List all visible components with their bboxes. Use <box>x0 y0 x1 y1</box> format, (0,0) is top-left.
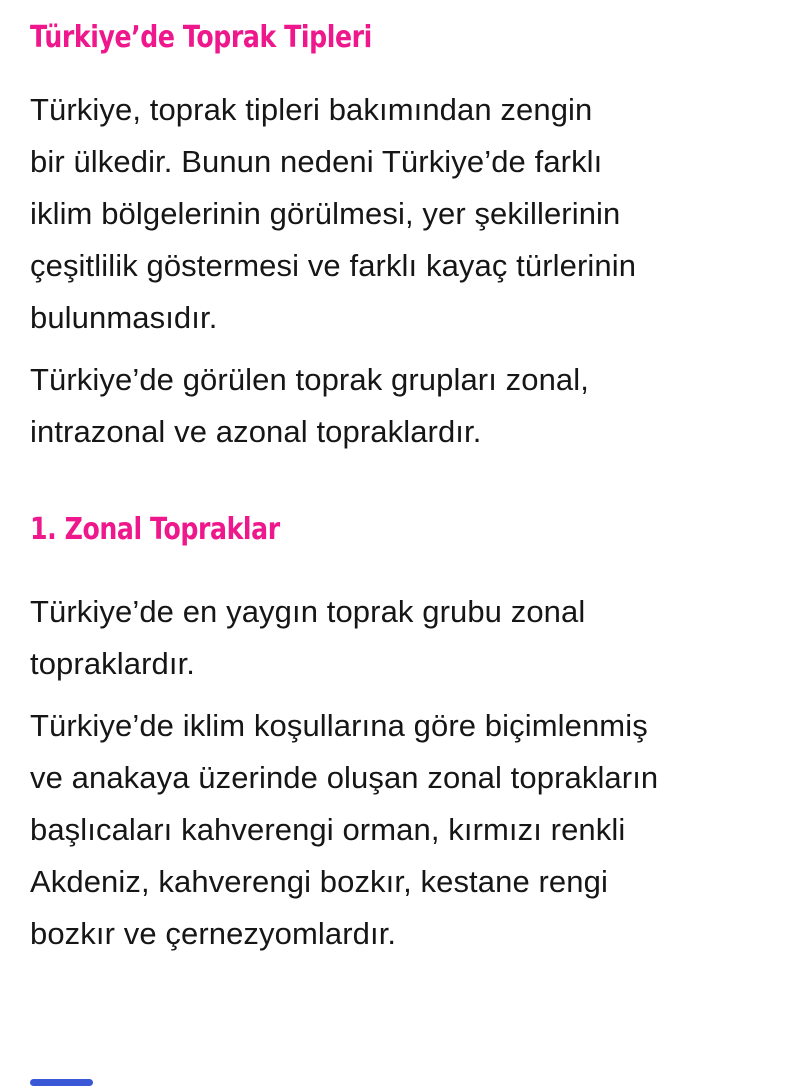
text-line: bulunmasıdır. <box>30 300 218 335</box>
text-line: Türkiye, toprak tipleri bakımından zengin <box>30 92 593 127</box>
text-line: çeşitlilik göstermesi ve farklı kayaç türlerinin <box>30 248 637 283</box>
text-line: bozkır ve çernezyomlardır. <box>30 916 397 951</box>
text-line: başlıcaları kahverengi orman, kırmızı renkli <box>30 812 626 847</box>
section-title-toprak-tipleri: Türkiye’de Toprak Tipleri <box>30 20 372 55</box>
text-line: bir ülkedir. Bunun nedeni Türkiye’de farklı <box>30 144 603 179</box>
text-line: iklim bölgelerinin görülmesi, yer şekillerinin <box>30 196 621 231</box>
paragraph-toprak-gruplari <box>30 354 774 458</box>
progress-indicator-bar <box>30 1079 93 1086</box>
text-line: Akdeniz, kahverengi bozkır, kestane rengi <box>30 864 608 899</box>
text-line: Türkiye’de en yaygın toprak grubu zonal <box>30 594 586 629</box>
section-title-zonal-topraklar: 1. Zonal Topraklar <box>30 512 280 547</box>
text-line: topraklardır. <box>30 646 195 681</box>
paragraph-intro <box>30 84 774 344</box>
text-line: Türkiye’de iklim koşullarına göre biçimlenmiş <box>30 708 648 743</box>
paragraph-zonal-turleri <box>30 700 774 960</box>
text-line: intrazonal ve azonal topraklardır. <box>30 414 482 449</box>
paragraph-zonal-yaygin <box>30 586 774 690</box>
text-line: ve anakaya üzerinde oluşan zonal toprakların <box>30 760 659 795</box>
text-line: Türkiye’de görülen toprak grupları zonal, <box>30 362 589 397</box>
